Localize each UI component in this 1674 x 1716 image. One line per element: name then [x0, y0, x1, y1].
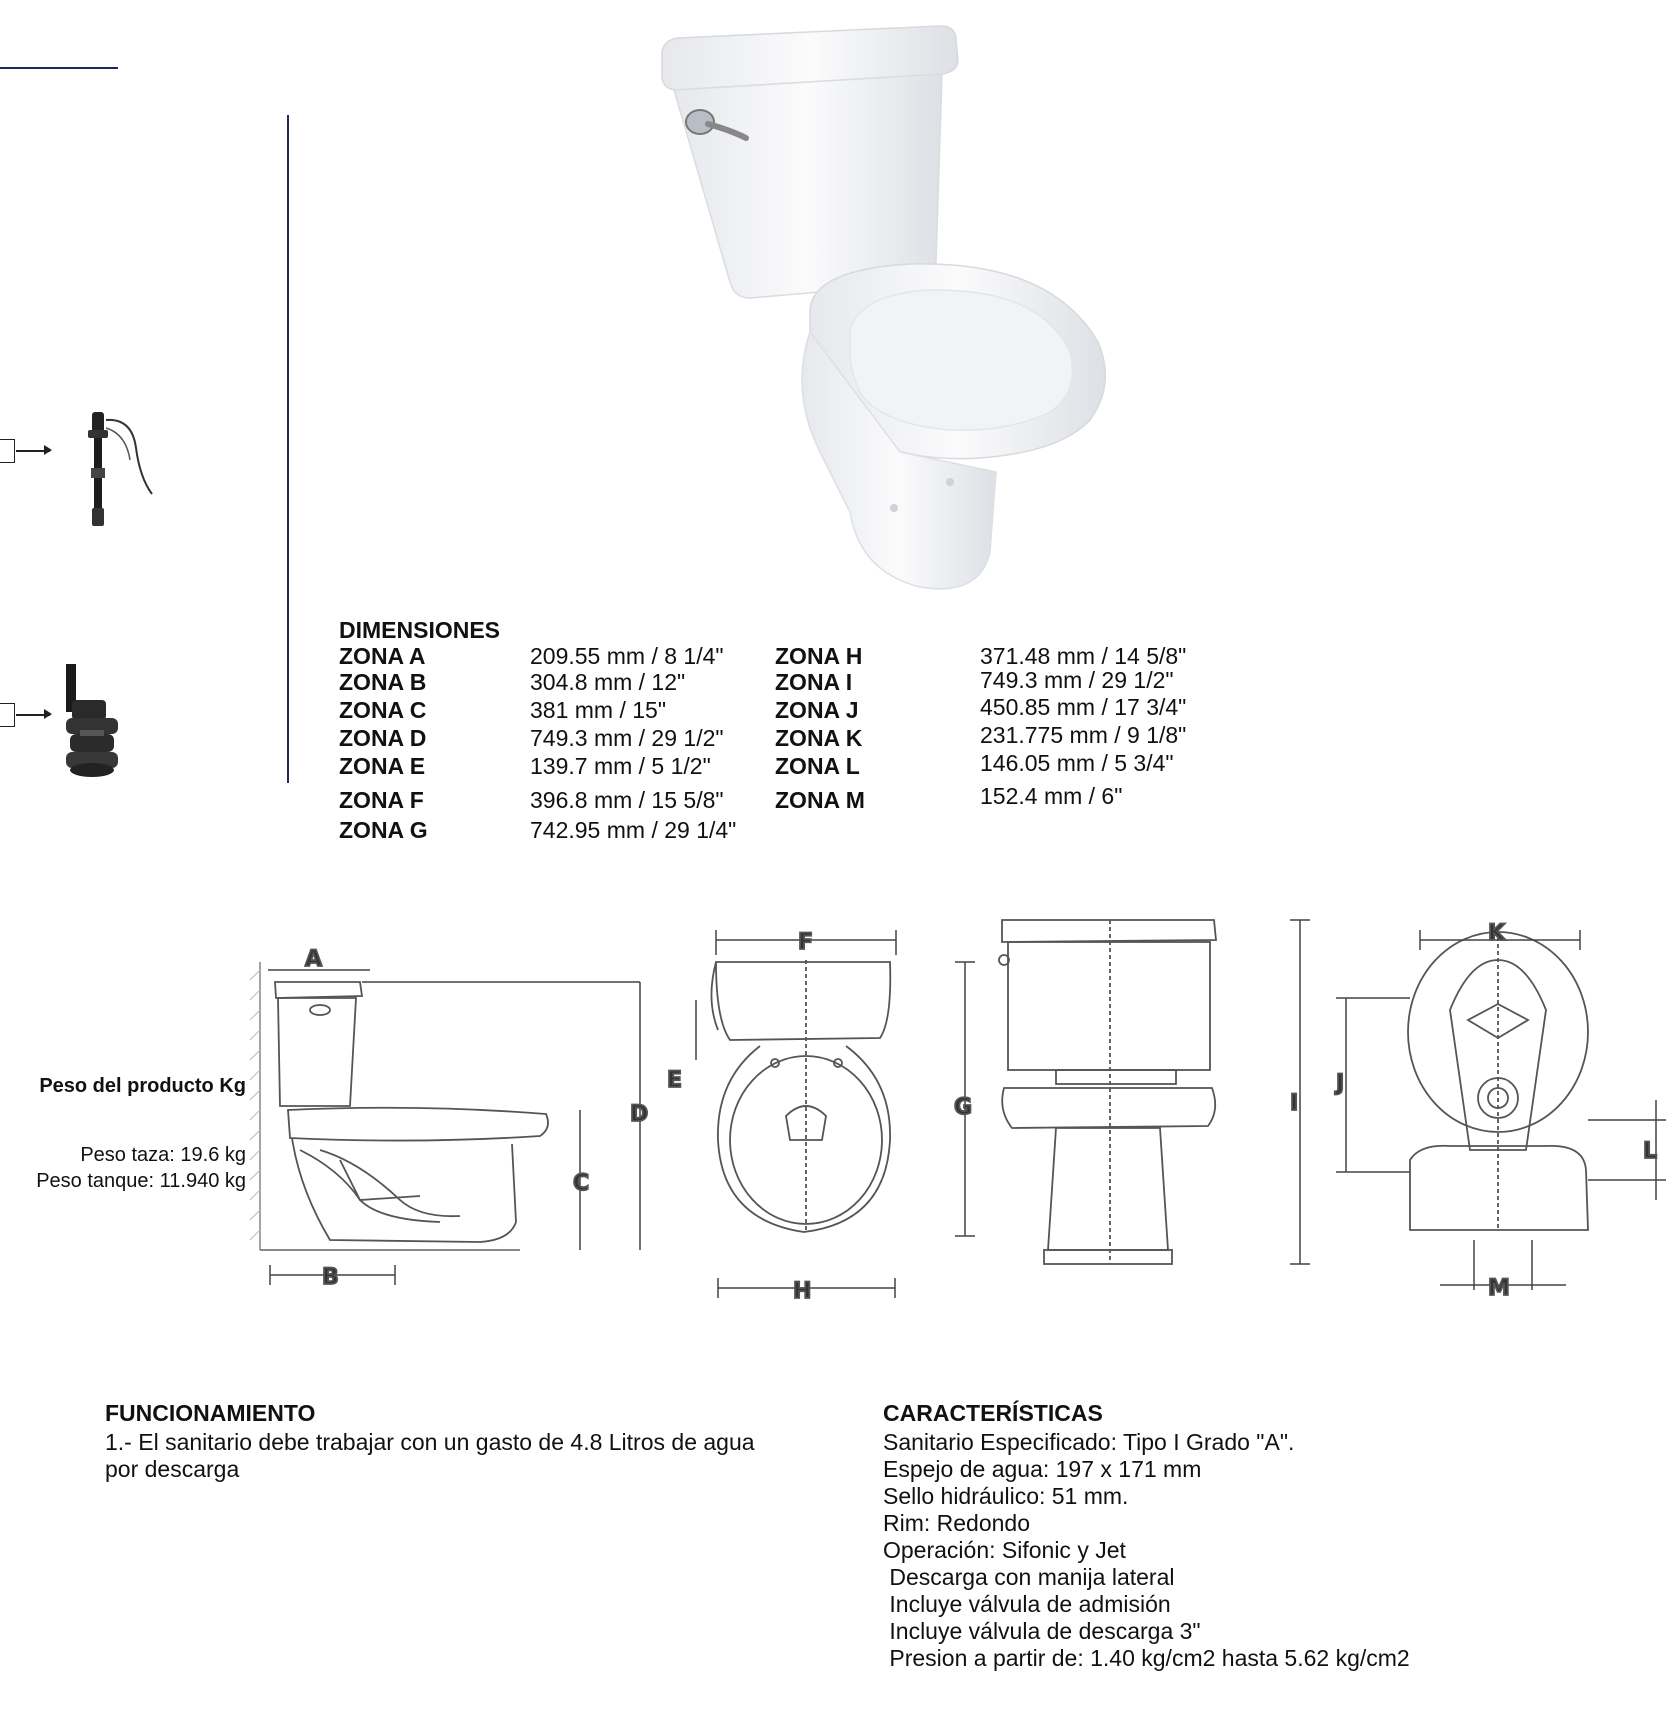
dim-label-k: K — [1488, 921, 1506, 946]
arrow-icon — [16, 714, 50, 716]
zone-label: ZONA M — [775, 787, 865, 813]
zone-label: ZONA C — [339, 697, 427, 723]
dim-label-e: E — [667, 1068, 683, 1093]
zone-value: 749.3 mm / 29 1/2" — [980, 667, 1174, 693]
dim-label-g: G — [954, 1095, 973, 1120]
part-callout-box — [0, 439, 15, 463]
zone-label: ZONA D — [339, 725, 427, 751]
top-rule — [0, 67, 118, 69]
caracteristicas-line: Incluye válvula de admisión — [883, 1591, 1171, 1617]
zone-label: ZONA B — [339, 669, 427, 695]
zone-label: ZONA H — [775, 643, 863, 669]
zone-value: 450.85 mm / 17 3/4" — [980, 694, 1187, 720]
zone-value: 139.7 mm / 5 1/2" — [530, 753, 711, 779]
zone-label: ZONA G — [339, 817, 428, 843]
caracteristicas-line: Sanitario Especificado: Tipo I Grado "A". — [883, 1429, 1295, 1455]
zone-value: 231.775 mm / 9 1/8" — [980, 722, 1187, 748]
zone-label: ZONA E — [339, 753, 426, 779]
caracteristicas-line: Descarga con manija lateral — [883, 1564, 1175, 1590]
toilet-photo — [650, 12, 1210, 612]
vertical-rule — [287, 115, 289, 783]
caracteristicas-line: Operación: Sifonic y Jet — [883, 1537, 1126, 1563]
dim-label-b: B — [322, 1265, 339, 1290]
arrow-icon — [16, 450, 50, 452]
technical-diagrams — [0, 900, 1674, 1320]
caracteristicas-line: Rim: Redondo — [883, 1510, 1031, 1536]
zone-value: 304.8 mm / 12" — [530, 669, 686, 695]
caracteristicas-line: Presion a partir de: 1.40 kg/cm2 hasta 5.62 kg/cm2 — [883, 1645, 1410, 1671]
dim-label-j: J — [1336, 1071, 1345, 1096]
zone-label: ZONA L — [775, 753, 860, 779]
zone-value: 209.55 mm / 8 1/4" — [530, 643, 724, 669]
dim-label-d: D — [630, 1102, 649, 1127]
dim-label-c: C — [573, 1171, 590, 1196]
caracteristicas-line: Espejo de agua: 197 x 171 mm — [883, 1456, 1202, 1482]
dimensions-title: DIMENSIONES — [339, 617, 501, 643]
zone-label: ZONA K — [775, 725, 863, 751]
zone-value: 381 mm / 15" — [530, 697, 667, 723]
dim-label-i: I — [1290, 1091, 1299, 1116]
zone-value: 146.05 mm / 5 3/4" — [980, 750, 1174, 776]
dim-label-m: M — [1488, 1276, 1510, 1301]
dim-label-h: H — [793, 1279, 812, 1304]
part-callout-box — [0, 703, 15, 727]
weight-bowl: Peso taza: 19.6 kg — [80, 1144, 246, 1166]
flush-valve-image — [60, 664, 126, 780]
zone-label: ZONA F — [339, 787, 424, 813]
caracteristicas-line: Incluye válvula de descarga 3" — [883, 1618, 1201, 1644]
dim-label-a: A — [305, 947, 323, 972]
zone-label: ZONA J — [775, 697, 859, 723]
zone-value: 371.48 mm / 14 5/8" — [980, 643, 1187, 669]
weight-title: Peso del producto Kg — [39, 1075, 246, 1097]
weight-tank: Peso tanque: 11.940 kg — [36, 1170, 246, 1192]
funcionamiento-title: FUNCIONAMIENTO — [105, 1400, 316, 1426]
caracteristicas-title: CARACTERÍSTICAS — [883, 1400, 1103, 1426]
caracteristicas-line: Sello hidráulico: 51 mm. — [883, 1483, 1129, 1509]
zone-value: 152.4 mm / 6" — [980, 783, 1123, 809]
zone-value: 749.3 mm / 29 1/2" — [530, 725, 724, 751]
dim-label-f: F — [798, 930, 814, 955]
fill-valve-image — [80, 408, 160, 533]
zone-value: 742.95 mm / 29 1/4" — [530, 817, 737, 843]
funcionamiento-line: 1.- El sanitario debe trabajar con un gasto de 4.8 Litros de agua — [105, 1429, 755, 1455]
dim-label-l: L — [1643, 1139, 1658, 1164]
funcionamiento-line: por descarga — [105, 1456, 240, 1482]
zone-label: ZONA I — [775, 669, 853, 695]
zone-label: ZONA A — [339, 643, 426, 669]
zone-value: 396.8 mm / 15 5/8" — [530, 787, 724, 813]
